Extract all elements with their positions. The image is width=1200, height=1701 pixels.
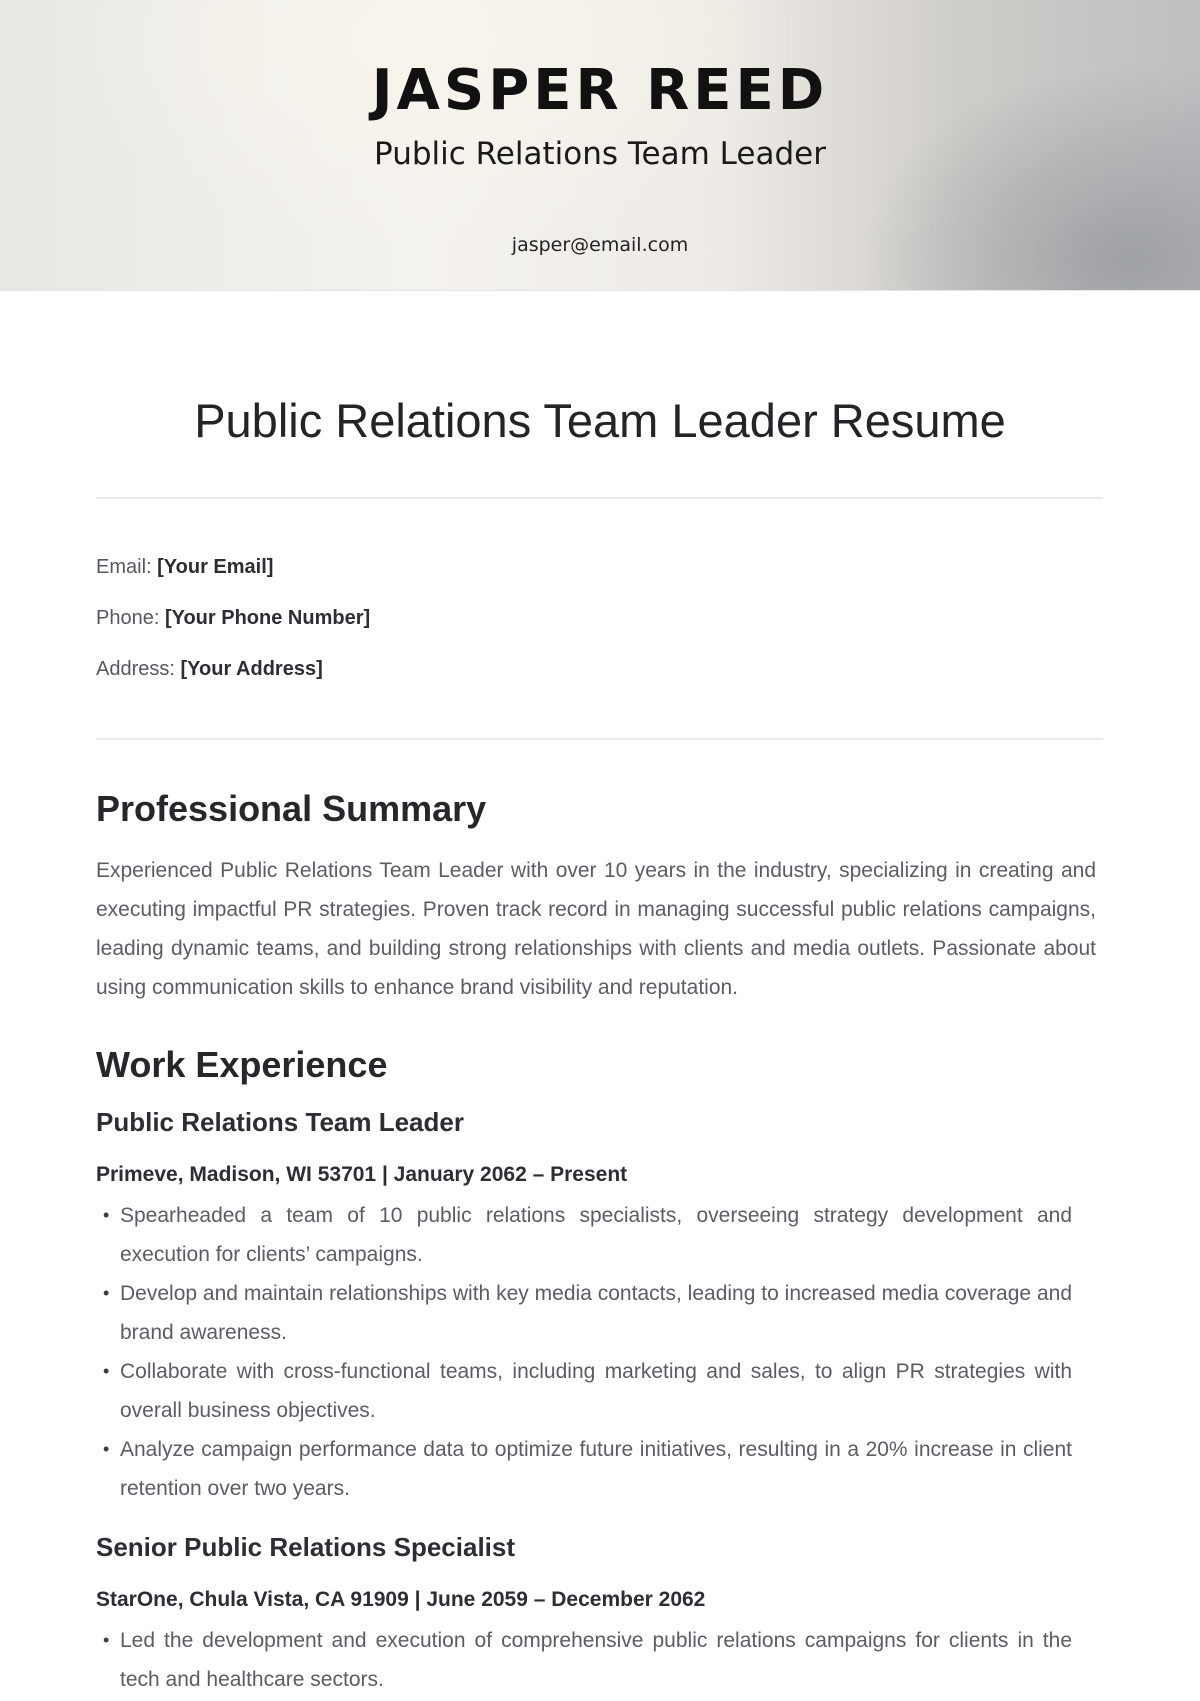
job-1-bullet: • Spearheaded a team of 10 public relations specialists, overseeing strategy development and execution for clients’ campaigns. <box>96 1196 1072 1274</box>
experience-heading: Work Experience <box>96 1044 388 1085</box>
contact-email <box>96 556 273 579</box>
summary-heading: Professional Summary <box>96 788 487 829</box>
contact-phone <box>96 607 370 630</box>
divider-top <box>96 497 1103 499</box>
job-2-title: Senior Public Relations Specialist <box>96 1532 516 1562</box>
job-1-bullet: • Collaborate with cross-functional teams, including marketing and sales, to align PR strategies with overall business objectives. <box>96 1352 1072 1430</box>
candidate-role: Public Relations Team Leader <box>374 136 826 172</box>
contact-address <box>96 658 323 681</box>
contact-phone-value: [Your Phone Number] <box>164 607 371 629</box>
job-2-bullet: • Led the development and execution of comprehensive public relations campaigns for clients in the tech and healthcare sectors. <box>96 1621 1072 1699</box>
job-1-title: Public Relations Team Leader <box>96 1107 464 1137</box>
job-1-bullets <box>96 1196 1072 1508</box>
header-banner <box>0 0 1200 291</box>
contact-phone-label: Phone: <box>96 607 160 629</box>
summary-text: Experienced Public Relations Team Leader with over 10 years in the industry, specializing in creating and executing impactful PR strategies. Proven track record in managing successful public relations campaigns, leading dynamic teams, and building strong relationships with clients and media outlets. Passionate about using communication skills to enhance brand visibility and reputation. <box>96 859 1096 999</box>
contact-email-label: Email: <box>96 556 152 578</box>
divider-contact <box>96 738 1103 740</box>
job-1-bullet: • Analyze campaign performance data to optimize future initiatives, resulting in a 20% increase in client retention over two years. <box>96 1430 1072 1508</box>
job-2-bullets <box>96 1621 1072 1699</box>
job-1-meta: Primeve, Madison, WI 53701 | January 2062 – Present <box>96 1163 628 1186</box>
contact-address-label: Address: <box>96 658 175 680</box>
document-title: Public Relations Team Leader Resume <box>194 394 1006 447</box>
contact-email-value: [Your Email] <box>157 556 274 578</box>
job-2-meta: StarOne, Chula Vista, CA 91909 | June 2059 – December 2062 <box>96 1588 706 1611</box>
banner-email-link[interactable]: jasper@email.com <box>511 234 689 256</box>
candidate-name: JASPER REED <box>371 58 829 123</box>
contact-address-value: [Your Address] <box>180 658 323 680</box>
job-1-bullet: • Develop and maintain relationships with key media contacts, leading to increased media coverage and brand awareness. <box>96 1274 1072 1352</box>
